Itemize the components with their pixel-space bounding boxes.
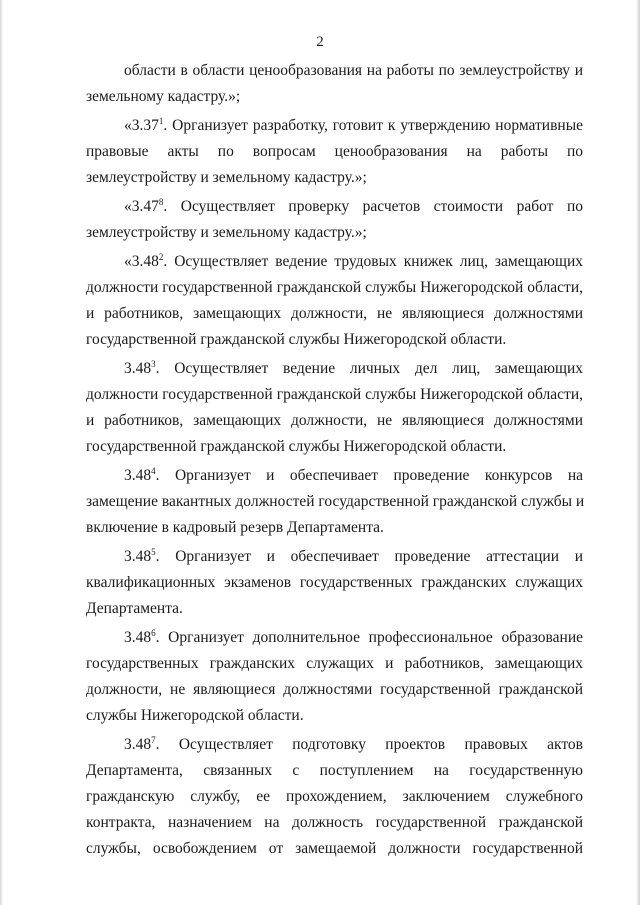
paragraph xyxy=(86,732,583,862)
paragraph xyxy=(86,356,583,460)
paragraph xyxy=(86,113,583,191)
paragraph-line: контракта, назначением на должность государственной гражданской xyxy=(86,814,583,831)
paragraph xyxy=(86,463,583,541)
paragraph-line: должности государственной гражданской службы Нижегородской области, xyxy=(86,279,583,296)
paragraph-line: государственных гражданских служащих и работников, замещающих xyxy=(86,655,583,672)
paragraph-line: «3.48$^2$. Осуществляет ведение трудовых книжек лиц, замещающих xyxy=(124,251,583,270)
paragraph-line: области в области ценообразования на работы по землеустройству и xyxy=(124,62,583,79)
paragraph xyxy=(86,625,583,729)
paragraph-line: квалификационных экзаменов государственных гражданских служащих xyxy=(86,574,583,591)
document-body xyxy=(86,58,583,865)
paragraph xyxy=(86,58,583,110)
paragraph xyxy=(86,194,583,246)
paragraph-line: 3.48$^7$. Осуществляет подготовку проектов правовых актов xyxy=(124,734,583,753)
paragraph-line: гражданскую службу, ее прохождением, заключением служебного xyxy=(86,788,583,805)
paragraph-line: землеустройству и земельному кадастру.»; xyxy=(86,169,367,186)
page-number: 2 xyxy=(316,34,324,50)
paragraph-line: 3.48$^4$. Организует и обеспечивает проведение конкурсов на xyxy=(124,465,583,484)
paragraph xyxy=(86,544,583,622)
paragraph-line: 3.48$^3$. Осуществляет ведение личных дел лиц, замещающих xyxy=(124,358,583,377)
paragraph-line: 3.48$^5$. Организует и обеспечивает проведение аттестации и xyxy=(124,546,583,565)
scan-edge-left xyxy=(0,0,3,905)
scan-edge-right xyxy=(636,0,640,905)
paragraph-line: «3.37$^1$. Организует разработку, готовит к утверждению нормативные xyxy=(124,115,583,134)
paragraph-line: «3.47$^8$. Осуществляет проверку расчетов стоимости работ по xyxy=(124,196,583,215)
paragraph-line: службы, освобождением от замещаемой должности государственной xyxy=(86,840,583,857)
paragraph-line: службы Нижегородской области. xyxy=(86,707,304,724)
paragraph-line: государственной гражданской службы Нижегородской области. xyxy=(86,438,507,455)
paragraph xyxy=(86,249,583,353)
paragraph-line: земельному кадастру.»; xyxy=(86,88,241,105)
paragraph-line: Департамента. xyxy=(86,600,183,617)
paragraph-line: замещение вакантных должностей государственной гражданской службы и xyxy=(86,493,585,510)
paragraph-line: 3.48$^6$. Организует дополнительное профессиональное образование xyxy=(124,627,583,646)
paragraph-line: и работников, замещающих должности, не являющиеся должностями xyxy=(86,305,583,322)
paragraph-line: должности, не являющиеся должностями государственной гражданской xyxy=(86,681,583,698)
paragraph-line: и работников, замещающих должности, не являющиеся должностями xyxy=(86,412,583,429)
paragraph-line: государственной гражданской службы Нижегородской области. xyxy=(86,331,507,348)
paragraph-line: правовые акты по вопросам ценообразования на работы по xyxy=(86,143,583,160)
paragraph-line: включение в кадровый резерв Департамента. xyxy=(86,519,384,536)
paragraph-line: Департамента, связанных с поступлением на государственную xyxy=(86,762,583,779)
paragraph-line: должности государственной гражданской службы Нижегородской области, xyxy=(86,386,583,403)
paragraph-line: землеустройству и земельному кадастру.»; xyxy=(86,224,367,241)
